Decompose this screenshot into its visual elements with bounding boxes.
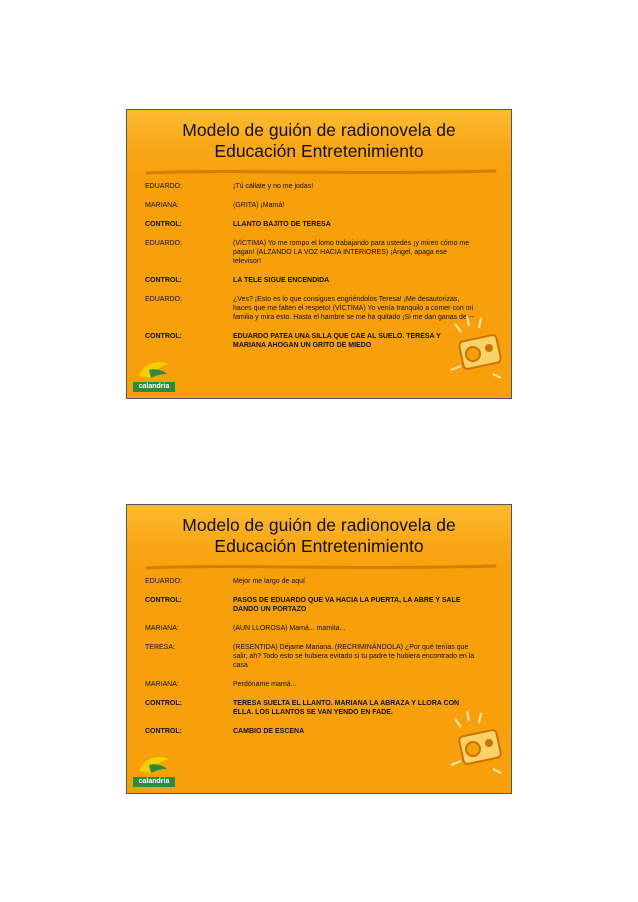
slide-1	[126, 109, 512, 399]
line-text: Perdóname mamá...	[233, 681, 297, 688]
speaker-label: CONTROL:	[145, 333, 182, 340]
line-text: LA TELE SIGUE ENCENDIDA	[233, 277, 330, 284]
script-row	[145, 577, 475, 586]
script-rows	[145, 182, 475, 360]
bird-icon	[133, 751, 175, 777]
script-row	[145, 727, 475, 736]
line-text: (RESENTIDA) Déjame Mariana. (RECRIMINÁNDOLA) ¿Por qué tenías que salir, ah? Todo esto se hubiera evitado si tu padre te hubiera encontrado en la casa	[233, 644, 475, 669]
script-row	[145, 276, 475, 285]
speaker-label: MARIANA:	[145, 202, 179, 209]
line-text: PASOS DE EDUARDO QUE VA HACIA LA PUERTA, LA ABRE Y SALE DANDO UN PORTAZO	[233, 597, 461, 613]
line-text: LLANTO BAJITO DE TERESA	[233, 221, 331, 228]
radio-illustration-icon	[447, 707, 507, 779]
speaker-label: CONTROL:	[145, 221, 182, 228]
slide-title	[141, 515, 497, 557]
script-row	[145, 332, 475, 350]
speaker-label: EDUARDO:	[145, 240, 182, 247]
bird-icon	[133, 356, 175, 382]
script-row	[145, 596, 475, 614]
speaker-label: CONTROL:	[145, 277, 182, 284]
line-text: (VÍCTIMA) Yo me rompo el lomo trabajando para ustedes ¡y miren cómo me pagan! (ALZANDO LA VOZ HACIA INTERIORES) ¡Ángel, apaga ese televisor!	[233, 240, 470, 265]
slide-title	[141, 120, 497, 162]
script-rows	[145, 577, 475, 746]
script-row	[145, 295, 475, 322]
speaker-label: CONTROL:	[145, 597, 182, 604]
script-row	[145, 680, 475, 689]
speaker-label: CONTROL:	[145, 700, 182, 707]
slide-title-line-2: Educación Entretenimiento	[214, 536, 424, 556]
speaker-label: EDUARDO:	[145, 578, 182, 585]
slide-title-line-1: Modelo de guión de radionovela de	[182, 515, 456, 535]
line-text: EDUARDO PATEA UNA SILLA QUE CAE AL SUELO. TERESA Y MARIANA AHOGAN UN GRITO DE MIEDO	[233, 333, 441, 349]
slide-title-area	[127, 110, 511, 176]
slide-title-area	[127, 505, 511, 571]
script-row	[145, 220, 475, 229]
script-row	[145, 643, 475, 670]
title-underline-stroke	[145, 563, 497, 571]
slide-title-line-2: Educación Entretenimiento	[214, 141, 424, 161]
script-row	[145, 699, 475, 717]
line-text: (GRITA) ¡Mamá!	[233, 202, 285, 209]
line-text: TERESA SUELTA EL LLANTO. MARIANA LA ABRAZA Y LLORA CON ELLA. LOS LLANTOS SE VAN YENDO EN FADE.	[233, 700, 460, 716]
logo-text: calandria	[133, 382, 175, 392]
line-text: Mejor me largo de aquí	[233, 578, 305, 585]
line-text: ¿Ves? ¡Esto es lo que consigues engriéndolos Teresa! ¡Me desautorizas, haces que me falten el respeto! (VÍCTIMA) Yo venía tranquilo a comer con mi familia y mira esto. Hasta el hambre se me ha quitado ¡Si me dan ganas de---	[233, 296, 474, 321]
line-text: ¡Tú cállate y no me jodas!	[233, 183, 314, 190]
calandria-logo	[133, 751, 175, 787]
speaker-label: TERESA:	[145, 644, 175, 651]
radio-illustration-icon	[447, 312, 507, 384]
speaker-label: CONTROL:	[145, 728, 182, 735]
title-underline-stroke	[145, 168, 497, 176]
speaker-label: EDUARDO:	[145, 183, 182, 190]
script-row	[145, 201, 475, 210]
speaker-label: MARIANA:	[145, 681, 179, 688]
script-row	[145, 239, 475, 266]
calandria-logo	[133, 356, 175, 392]
logo-text: calandria	[133, 777, 175, 787]
speaker-label: EDUARDO:	[145, 296, 182, 303]
script-row	[145, 182, 475, 191]
slide-2	[126, 504, 512, 794]
slide-title-line-1: Modelo de guión de radionovela de	[182, 120, 456, 140]
script-row	[145, 624, 475, 633]
speaker-label: MARIANA:	[145, 625, 179, 632]
line-text: CAMBIO DE ESCENA	[233, 728, 305, 735]
line-text: (AUN LLOROSA) Mamá... mamita...	[233, 625, 346, 632]
